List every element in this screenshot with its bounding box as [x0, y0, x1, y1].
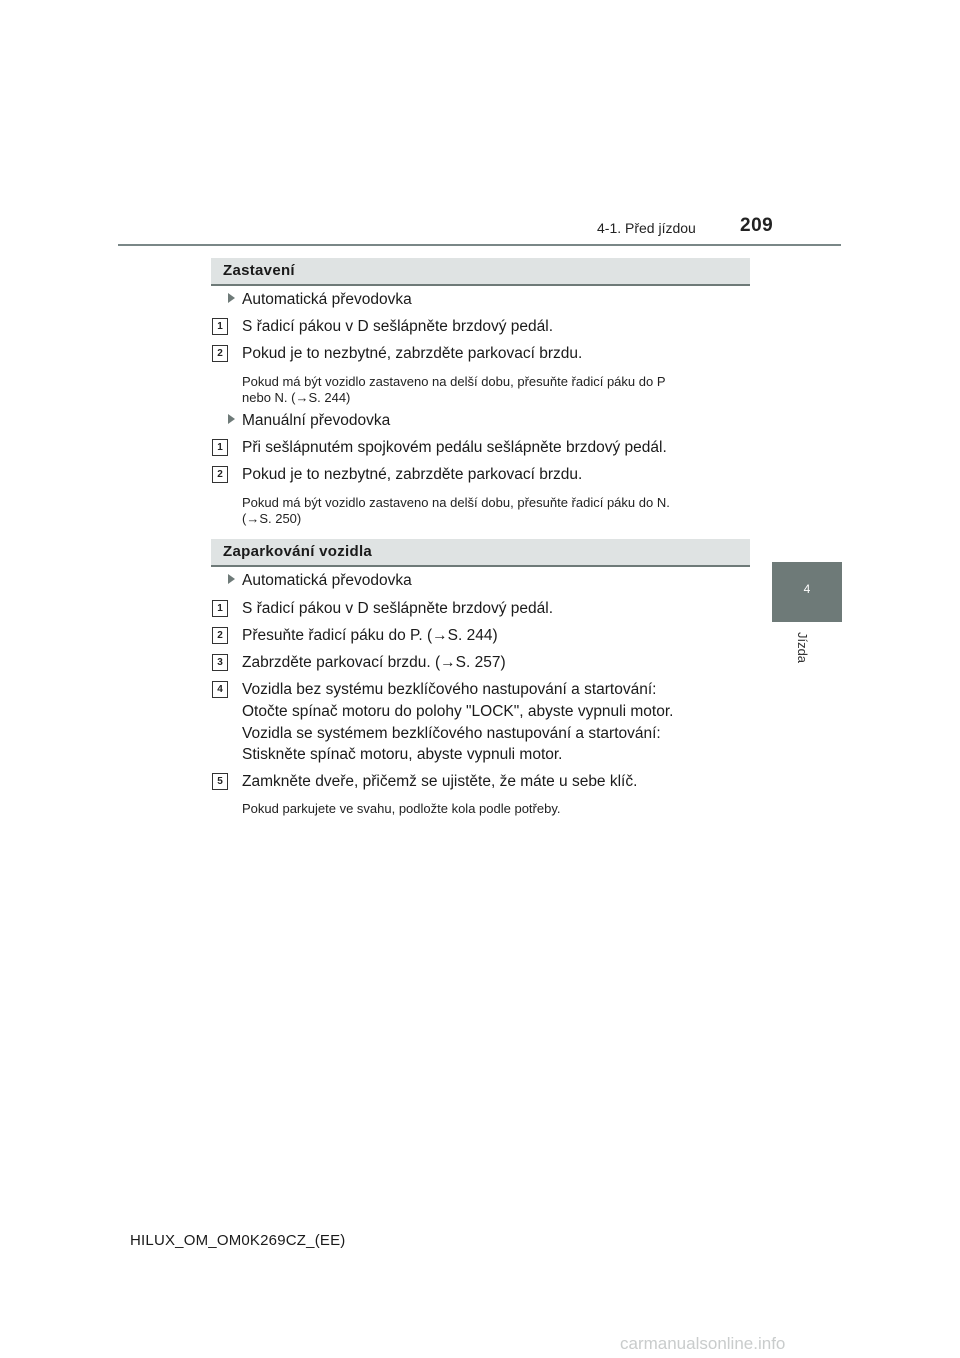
- subheading-automatic-text: Automatická převodovka: [242, 291, 412, 308]
- step-text: Při sešlápnutém spojkovém pedálu sešlápněte brzdový pedál.: [242, 439, 667, 456]
- step-text: Zabrzděte parkovací brzdu. (→S. 257): [242, 654, 506, 671]
- triangle-bullet-icon: [228, 293, 235, 303]
- step-badge-2: 2: [212, 345, 228, 362]
- subheading-automatic: [228, 291, 412, 309]
- page-number: 209: [740, 215, 774, 236]
- section-heading-parking: [211, 539, 750, 567]
- step-badge-4: 4: [212, 681, 228, 698]
- step-text: Vozidla se systémem bezklíčového nastupování a startování:: [242, 725, 661, 742]
- note-line: Pokud má být vozidlo zastaveno na delší dobu, přesuňte řadicí páku do N.: [242, 495, 670, 510]
- section-heading-stopping-text: Zastavení: [223, 262, 295, 279]
- header-divider: [118, 244, 841, 246]
- step-text: Pokud je to nezbytné, zabrzděte parkovací brzdu.: [242, 466, 583, 483]
- chapter-tab: [772, 562, 842, 622]
- subheading-automatic: [228, 572, 412, 590]
- step-text: Přesuňte řadicí páku do P. (→S. 244): [242, 627, 498, 644]
- step-badge-5: 5: [212, 773, 228, 790]
- triangle-bullet-icon: [228, 574, 235, 584]
- step-badge-1: 1: [212, 318, 228, 335]
- step-badge-2: 2: [212, 466, 228, 483]
- chapter-side-label: [797, 628, 811, 668]
- step-text: Pokud je to nezbytné, zabrzděte parkovací brzdu.: [242, 345, 583, 362]
- watermark: carmanualsonline.info: [620, 1334, 786, 1353]
- document-code: HILUX_OM_OM0K269CZ_(EE): [130, 1232, 346, 1249]
- note-line: Pokud má být vozidlo zastaveno na delší dobu, přesuňte řadicí páku do P: [242, 374, 666, 389]
- subheading-manual-text: Manuální převodovka: [242, 412, 391, 429]
- note-line: nebo N. (→S. 244): [242, 390, 351, 405]
- header-section-title: 4-1. Před jízdou: [597, 220, 696, 236]
- step-text: Vozidla bez systému bezklíčového nastupování a startování:: [242, 681, 657, 698]
- step-text: Zamkněte dveře, přičemž se ujistěte, že máte u sebe klíč.: [242, 773, 638, 790]
- step-text: S řadicí pákou v D sešlápněte brzdový pedál.: [242, 600, 554, 617]
- step-badge-1: 1: [212, 439, 228, 456]
- section-heading-stopping: [211, 258, 750, 286]
- step-badge-2: 2: [212, 627, 228, 644]
- chapter-side-label-text: Jízda: [795, 631, 811, 664]
- chapter-tab-number: 4: [803, 582, 811, 596]
- note-manual: [242, 495, 670, 527]
- triangle-bullet-icon: [228, 414, 235, 424]
- step-badge-3: 3: [212, 654, 228, 671]
- subheading-manual: [228, 412, 390, 430]
- subheading-automatic-text: Automatická převodovka: [242, 572, 412, 589]
- step-text: S řadicí pákou v D sešlápněte brzdový pedál.: [242, 318, 554, 335]
- step-badge-1: 1: [212, 600, 228, 617]
- section-heading-parking-text: Zaparkování vozidla: [223, 543, 373, 560]
- step-text: Stiskněte spínač motoru, abyste vypnuli motor.: [242, 746, 563, 763]
- note-automatic: [242, 374, 665, 406]
- note-line: (→S. 250): [242, 511, 302, 526]
- note-parking: Pokud parkujete ve svahu, podložte kola podle potřeby.: [242, 801, 561, 816]
- step-text: Otočte spínač motoru do polohy "LOCK", abyste vypnuli motor.: [242, 703, 674, 720]
